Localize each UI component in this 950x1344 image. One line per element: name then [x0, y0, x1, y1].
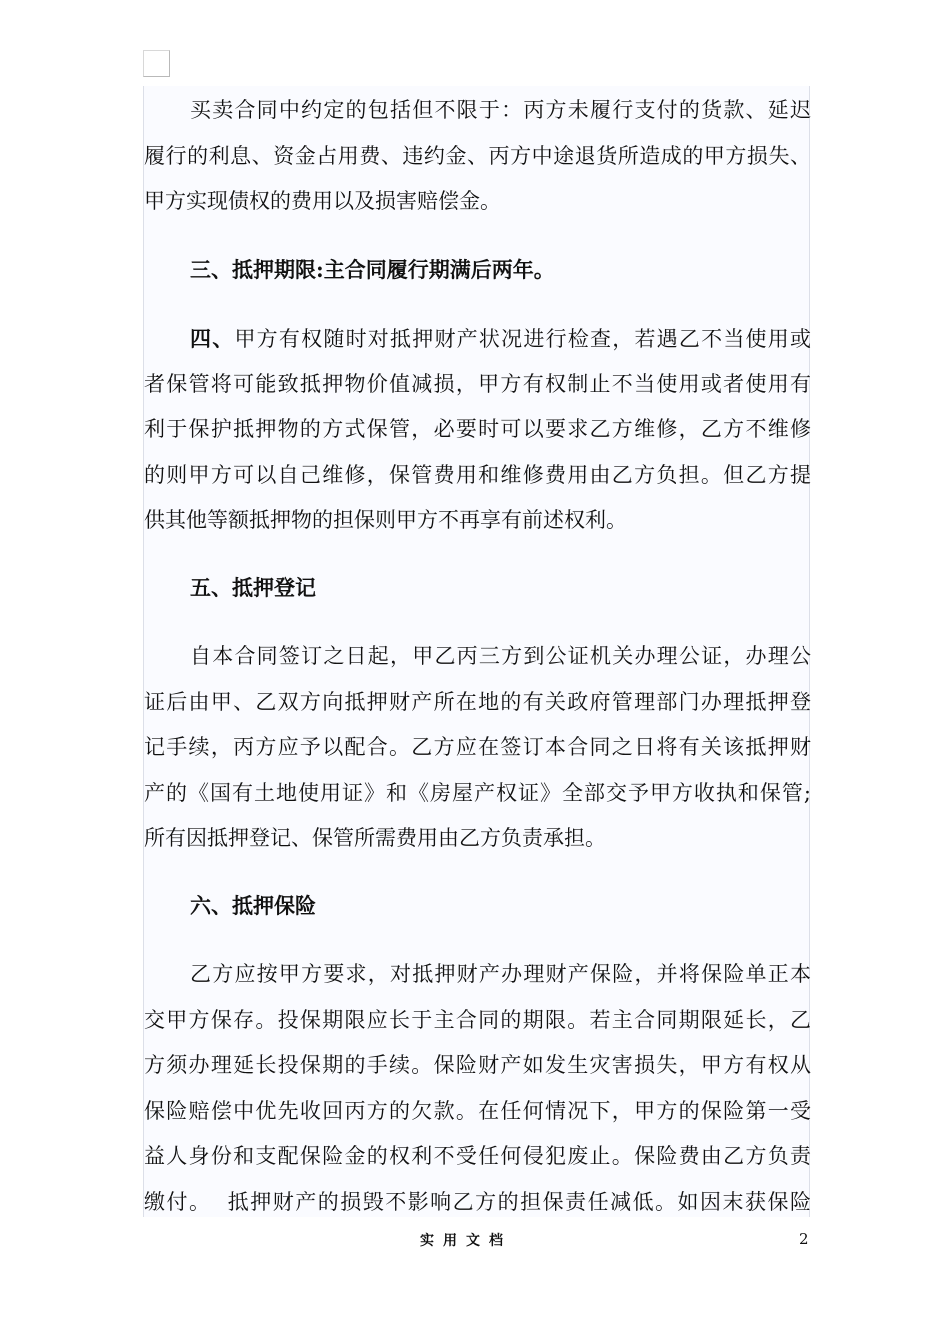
text-line	[144, 316, 811, 362]
text-line: 买卖合同中约定的包括但不限于：丙方未履行支付的货款、延迟	[190, 98, 811, 122]
text-line: 方须办理延长投保期的手续。保险财产如发生灾害损失，甲方有权从	[144, 1053, 811, 1077]
text-line: 所有因抵押登记、保管所需费用由乙方负责承担。	[144, 826, 606, 850]
text-line: 甲方实现债权的费用以及损害赔偿金。	[144, 189, 501, 213]
text-line: 证后由甲、乙双方向抵押财产所在地的有关政府管理部门办理抵押登	[144, 689, 811, 714]
text-line: 供其他等额抵押物的担保则甲方不再享有前述权利。	[144, 508, 627, 532]
text-line-content: 甲方有权随时对抵押财产状况进行检查，若遇乙不当使用或	[234, 327, 812, 351]
page-number: 2	[799, 1230, 809, 1248]
page-corner-mark	[143, 50, 170, 77]
text-line: 益人身份和支配保险金的权利不受任何侵犯废止。保险费由乙方负责	[144, 1144, 811, 1168]
document-body	[143, 86, 810, 1217]
text-line: 记手续，丙方应予以配合。乙方应在签订本合同之日将有关该抵押财	[144, 735, 811, 759]
text-line: 保险赔偿中优先收回丙方的欠款。在任何情况下，甲方的保险第一受	[144, 1098, 811, 1123]
text-line: 缴付。 抵押财产的损毁不影响乙方的担保责任减低。如因末获保险	[144, 1189, 811, 1214]
text-line: 的则甲方可以自己维修，保管费用和维修费用由乙方负担。但乙方提	[144, 462, 811, 487]
text-line: 自本合同签订之日起，甲乙丙三方到公证机关办理公证，办理公	[190, 644, 811, 668]
section-heading-mortgage-registration: 五、抵押登记	[190, 575, 316, 600]
paragraph-insurance	[144, 952, 811, 1225]
paragraph-inspection-rights	[144, 316, 811, 544]
paragraph-registration	[144, 634, 811, 862]
text-line: 乙方应按甲方要求，对抵押财产办理财产保险，并将保险单正本	[190, 962, 811, 986]
text-line: 产的《国有土地使用证》和《房屋产权证》全部交予甲方收执和保管;	[144, 780, 811, 805]
text-line: 利于保护抵押物的方式保管，必要时可以要求乙方维修，乙方不维修	[144, 417, 811, 441]
section-number: 四、	[190, 326, 235, 351]
text-line: 交甲方保存。投保期限应长于主合同的期限。若主合同期限延长，乙	[144, 1007, 811, 1032]
paragraph-scope-of-debt	[144, 88, 811, 225]
footer-label: 实用文档	[420, 1233, 512, 1249]
text-line: 履行的利息、资金占用费、违约金、丙方中途退货所造成的甲方损失、	[144, 143, 811, 168]
section-heading-mortgage-insurance: 六、抵押保险	[190, 893, 316, 918]
section-heading-mortgage-term: 三、抵押期限:主合同履行期满后两年。	[190, 257, 555, 282]
text-line: 者保管将可能致抵押物价值减损，甲方有权制止不当使用或者使用有	[144, 371, 811, 396]
